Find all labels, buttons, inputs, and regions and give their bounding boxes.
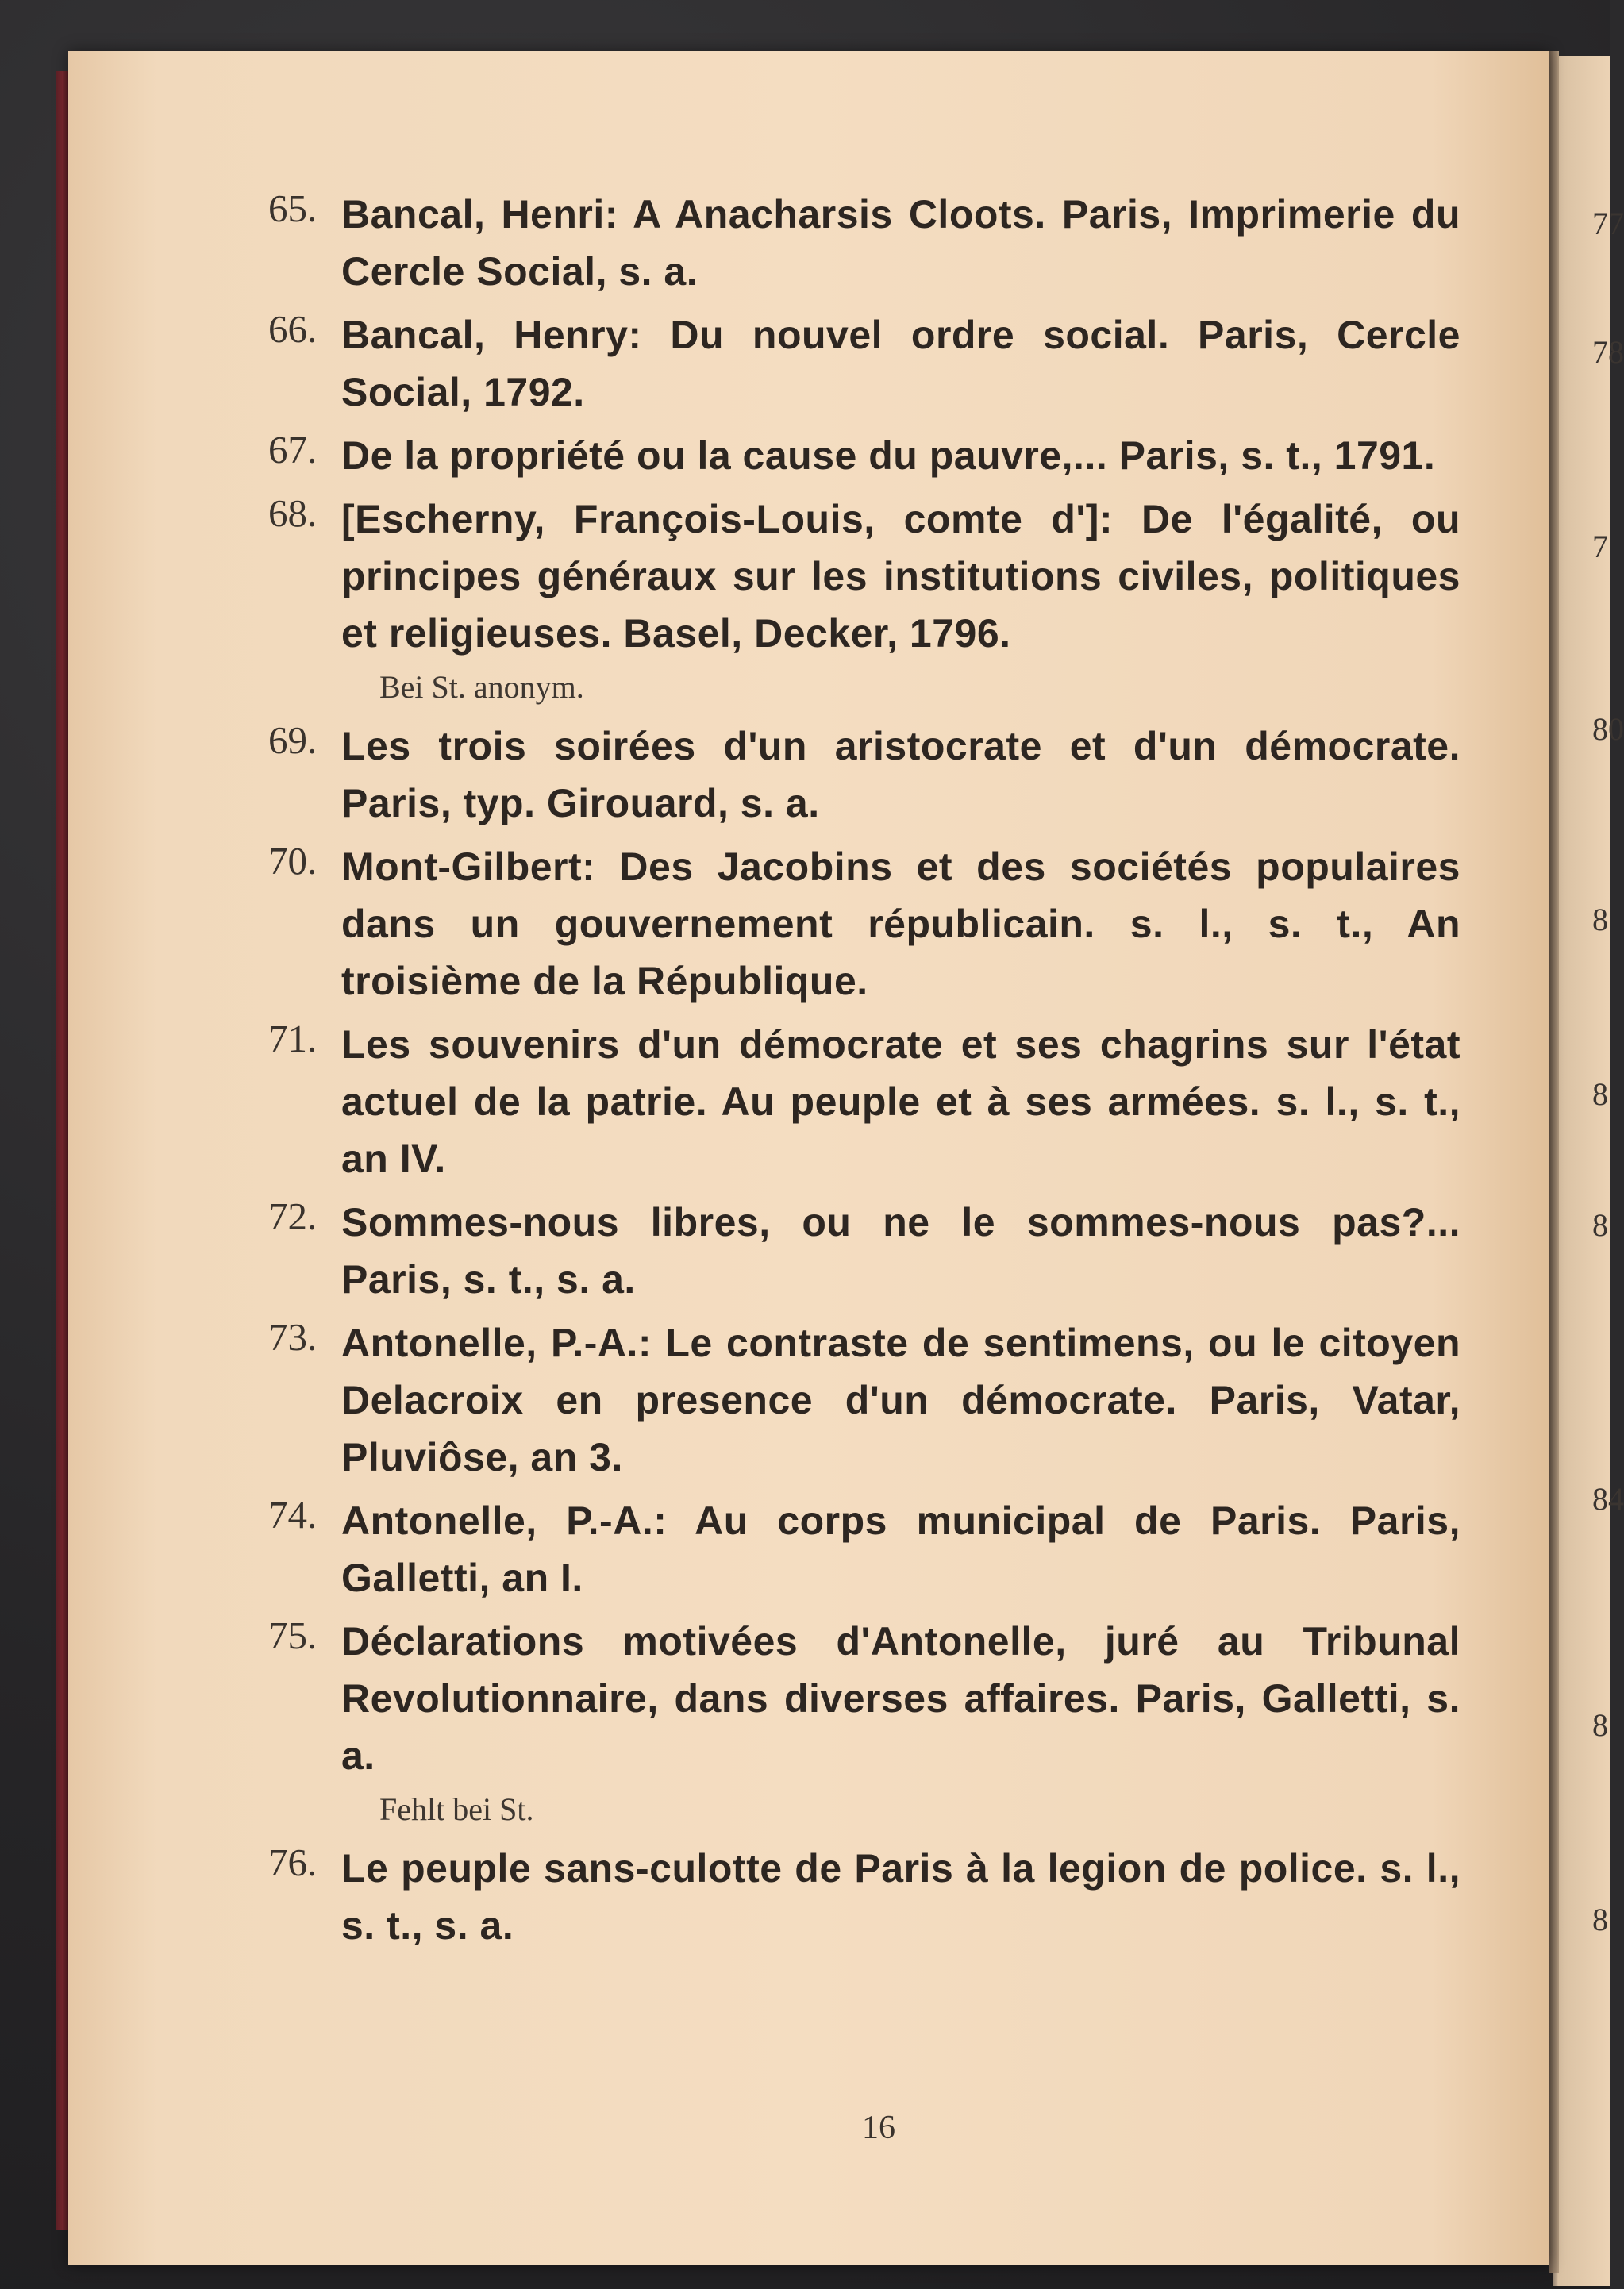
entry-number: 67. [268,428,317,471]
entry-number: 68. [268,491,317,535]
entry-number: 75. [268,1614,317,1657]
entry-text: Antonelle, P.-A.: Le contraste de sentimens, ou le citoyen Delacroix en presence d'un démocrate. Paris, Vatar, Pluviôse, an 3. [341,1321,1460,1479]
bibliography-entry [268,490,1460,711]
bibliography-list [268,186,1460,1954]
entry-text: Antonelle, P.-A.: Au corps municipal de Paris. Paris, Galletti, an I. [341,1498,1460,1600]
entry-text: [Escherny, François-Louis, comte d']: De l'égalité, ou principes généraux sur les institutions civiles, politiques et religieuses. Basel, Decker, 1796. [341,497,1460,656]
entry-text: Les souvenirs d'un démocrate et ses chagrins sur l'état actuel de la patrie. Au peuple et à ses armées. s. l., s. t., an IV. [341,1022,1460,1181]
entry-number: 69. [268,718,317,762]
facing-page-number: 77 [1592,206,1624,241]
bibliography-entry [268,1194,1460,1308]
entry-text: Le peuple sans-culotte de Paris à la legion de police. s. l., s. t., s. a. [341,1846,1460,1948]
facing-page-number: 8 [1592,1707,1608,1743]
bibliography-entry [268,1492,1460,1606]
entry-number: 73. [268,1315,317,1359]
entry-text: Bancal, Henry: Du nouvel ordre social. Paris, Cercle Social, 1792. [341,313,1460,414]
entry-note: Bei St. anonym. [379,669,584,705]
entry-text: Mont-Gilbert: Des Jacobins et des sociétés populaires dans un gouvernement républicain. s. l., s. t., An troisième de la République. [341,844,1460,1003]
facing-page-number: 78 [1592,334,1624,370]
entry-text: Déclarations motivées d'Antonelle, juré au Tribunal Revolutionnaire, dans diverses affaires. Paris, Galletti, s. a. [341,1619,1460,1778]
entry-number: 74. [268,1493,317,1537]
entry-note: Fehlt bei St. [379,1791,534,1827]
entry-number: 65. [268,187,317,230]
facing-page-number: 80 [1592,711,1624,747]
facing-page-number: 8 [1592,1207,1608,1243]
entry-text: Bancal, Henri: A Anacharsis Cloots. Paris, Imprimerie du Cercle Social, s. a. [341,192,1460,294]
entry-number: 71. [268,1017,317,1060]
facing-page-edge [1553,56,1610,2286]
bibliography-entry [268,427,1460,484]
entry-text: Les trois soirées d'un aristocrate et d'un démocrate. Paris, typ. Girouard, s. a. [341,724,1460,825]
entry-number: 66. [268,307,317,351]
entry-number: 72. [268,1195,317,1238]
facing-page-number: 8 [1592,1902,1608,1937]
facing-page-number: 8 [1592,1076,1608,1112]
entry-text: De la propriété ou la cause du pauvre,... Paris, s. t., 1791. [341,433,1436,478]
entry-text: Sommes-nous libres, ou ne le sommes-nous pas?... Paris, s. t., s. a. [341,1200,1460,1302]
bibliography-entry [268,717,1460,832]
bibliography-entry [268,1613,1460,1833]
book-gutter [1549,51,1559,2273]
bibliography-entry [268,1840,1460,1954]
facing-page-number: 7 [1592,529,1608,564]
bibliography-entry [268,1016,1460,1187]
entry-number: 70. [268,839,317,883]
bibliography-entry [268,838,1460,1010]
bibliography-entry [268,306,1460,421]
bibliography-entry [268,1314,1460,1486]
facing-page-number: 8 [1592,902,1608,937]
bibliography-entry [268,186,1460,300]
page-number: 16 [862,2110,895,2146]
facing-page-number: 84 [1592,1481,1624,1517]
entry-number: 76. [268,1841,317,1884]
